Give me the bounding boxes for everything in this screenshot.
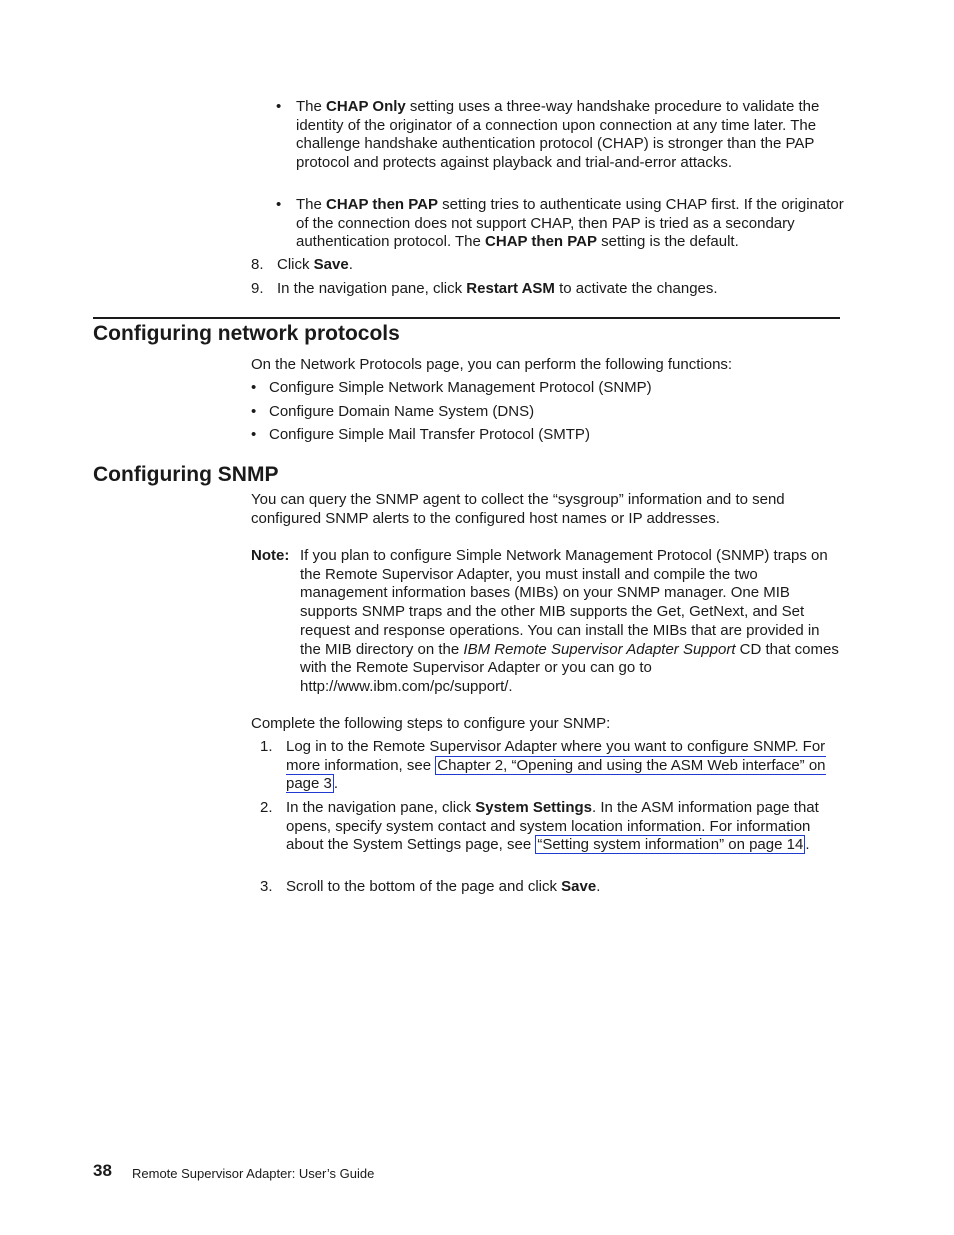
snmp-step-1 <box>260 738 838 794</box>
note-text: If you plan to configure Simple Network Management Protocol (SNMP) traps on the Remote Supervisor Adapter, you must install and compile the two management information bases (MIBs) on your SNMP manager. One MIB supports SNMP traps and the other MIB supports the Get, GetNext, and Set request and response operations. You can install the MIBs that are provided in the MIB directory on the IBM Remote Supervisor Adapter Support CD that comes with the Remote Supervisor Adapter or you can go to http://www.ibm.com/pc/support/. <box>300 547 839 695</box>
footer-title: Remote Supervisor Adapter: User’s Guide <box>132 1166 375 1181</box>
note-label: Note: <box>251 547 290 564</box>
step-number: 9. <box>251 280 264 297</box>
bullet-marker: • <box>276 196 282 213</box>
step-number: 2. <box>260 799 273 816</box>
bullet-chap-only <box>276 98 846 173</box>
bullet-marker: • <box>276 98 282 115</box>
step-text: In the navigation pane, click Restart ASM to activate the changes. <box>277 280 718 297</box>
step-9 <box>251 280 841 299</box>
list-item <box>251 379 841 398</box>
step-number: 8. <box>251 256 264 273</box>
list-item <box>251 403 841 422</box>
section-intro: You can query the SNMP agent to collect the “sysgroup” information and to send configured SNMP alerts to the configured host names or IP addresses. <box>251 491 785 527</box>
note-block <box>251 547 841 697</box>
step-text: In the navigation pane, click System Settings. In the ASM information page that opens, specify system contact and system location information. For information about the System Settings page, see “Setting system information” on page 14 . <box>286 799 819 854</box>
step-text: Scroll to the bottom of the page and click Save. <box>286 878 601 895</box>
section-heading-snmp: Configuring SNMP <box>93 463 279 486</box>
steps-intro: Complete the following steps to configure your SNMP: <box>251 715 611 732</box>
step-text: Log in to the Remote Supervisor Adapter where you want to configure SNMP. For more information, see Chapter 2, “Opening and using the ASM Web interface” on page 3 . <box>286 738 826 793</box>
bullet-marker: • <box>251 379 257 396</box>
snmp-step-3 <box>260 878 838 897</box>
chapter-2-link[interactable]: Chapter 2, “Opening and using the ASM Web interface” on page 3 <box>286 756 826 793</box>
bullet-text: The CHAP then PAP setting tries to authenticate using CHAP first. If the originator of the connection does not support CHAP, then PAP is tried as a secondary authentication protocol. The CHAP then PAP setting is the default. <box>296 196 844 251</box>
page-number: 38 <box>93 1161 112 1180</box>
bullet-text: The CHAP Only setting uses a three-way handshake procedure to validate the identity of the originator of a connection upon connection at any time later. The challenge handshake authentication protocol (CHAP) is stronger than the PAP protocol and protects against playback and trial-and-error attacks. <box>296 98 820 172</box>
step-text: Click Save. <box>277 256 353 273</box>
bullet-marker: • <box>251 426 257 443</box>
step-number: 3. <box>260 878 273 895</box>
bullet-text: Configure Domain Name System (DNS) <box>269 403 535 420</box>
setting-system-information-link[interactable]: “Setting system information” on page 14 <box>537 836 804 854</box>
bullet-chap-then-pap <box>276 196 846 252</box>
section-intro: On the Network Protocols page, you can perform the following functions: <box>251 356 733 373</box>
step-8 <box>251 256 841 275</box>
section-heading-network-protocols: Configuring network protocols <box>93 322 400 345</box>
snmp-step-2 <box>260 799 838 855</box>
step-number: 1. <box>260 738 273 755</box>
list-item <box>251 426 841 445</box>
bullet-text: Configure Simple Network Management Protocol (SNMP) <box>269 379 652 396</box>
bullet-marker: • <box>251 403 257 420</box>
bullet-text: Configure Simple Mail Transfer Protocol (SMTP) <box>269 426 590 443</box>
section-rule <box>93 317 840 319</box>
